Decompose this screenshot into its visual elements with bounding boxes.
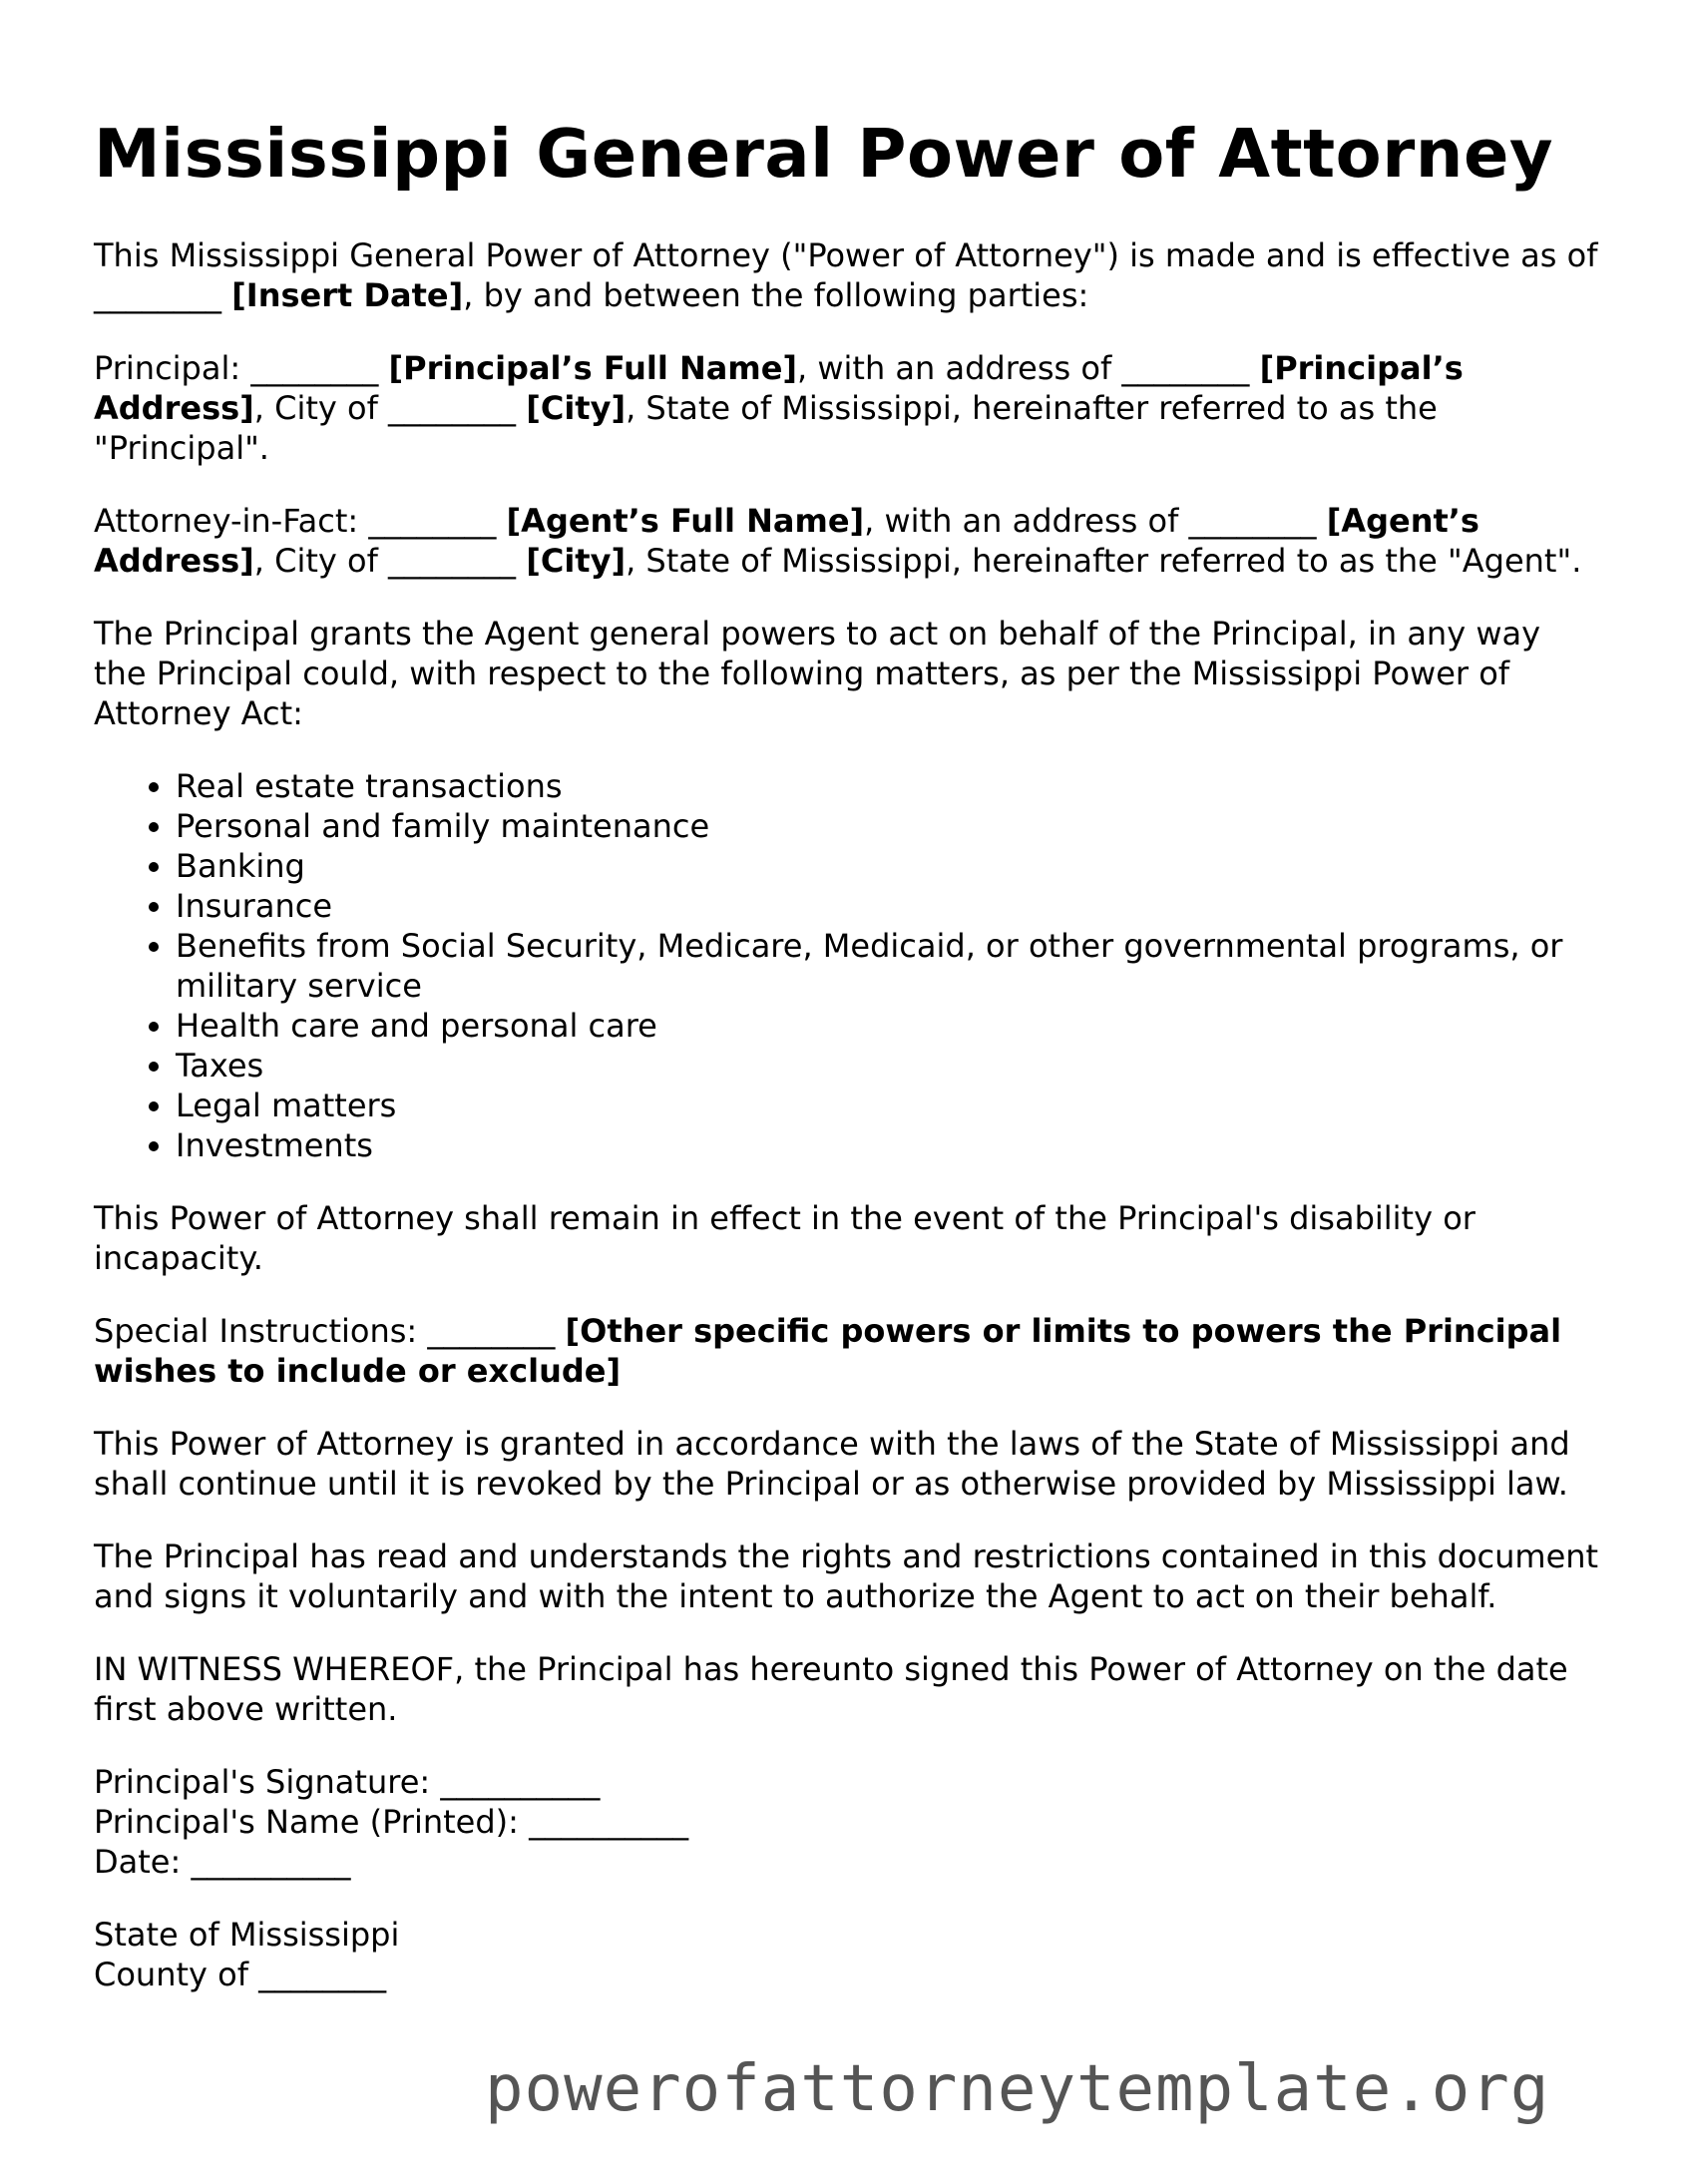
agent-paragraph xyxy=(94,501,1600,581)
notary-state-line: State of Mississippi xyxy=(94,1915,400,1954)
understanding-paragraph: The Principal has read and understands the rights and restrictions contained in this document and signs it voluntarily and with the intent to authorize the Agent to act on their behalf. xyxy=(94,1536,1599,1615)
agent-name-placeholder: [Agent’s Full Name] xyxy=(506,501,865,540)
agent-city-text: , City of ________ xyxy=(253,541,527,580)
intro-text-1: This Mississippi General Power of Attorney ("Power of Attorney") is made and is effective as of ________ xyxy=(94,235,1598,314)
agent-address-placeholder: [Agent’s Address] xyxy=(94,501,1479,580)
site-watermark: powerofattorneytemplate.org xyxy=(485,2052,1550,2126)
principal-signature-line: Principal's Signature: __________ xyxy=(94,1762,601,1801)
list-item: • Banking xyxy=(176,846,1600,886)
grant-paragraph: The Principal grants the Agent general powers to act on behalf of the Principal, in any way the Principal could, with respect to the following matters, as per the Mississippi Power of Attorney Act: xyxy=(94,614,1541,732)
agent-address-text: , with an address of ________ xyxy=(864,501,1327,540)
special-instructions-label: Special Instructions: ________ xyxy=(94,1311,566,1350)
list-item: • Insurance xyxy=(176,886,1600,926)
intro-text-2: , by and between the following parties: xyxy=(463,275,1089,314)
signature-date-line: Date: __________ xyxy=(94,1842,351,1881)
principal-address-placeholder: [Principal’s Address] xyxy=(94,348,1464,427)
law-paragraph: This Power of Attorney is granted in accordance with the laws of the State of Mississippi and shall continue until it is revoked by the Principal or as otherwise provided by Mississippi law. xyxy=(94,1424,1570,1503)
list-item: • Personal and family maintenance xyxy=(176,806,1600,846)
special-instructions-placeholder: [Other specific powers or limits to powers the Principal wishes to include or exclude] xyxy=(94,1311,1562,1390)
special-instructions-paragraph xyxy=(94,1311,1600,1391)
agent-city-placeholder: [City] xyxy=(526,541,627,580)
intro-paragraph xyxy=(94,235,1600,315)
durability-paragraph: This Power of Attorney shall remain in effect in the event of the Principal's disability or incapacity. xyxy=(94,1198,1476,1277)
signature-block xyxy=(94,1762,1600,1882)
principal-address-text: , with an address of ________ xyxy=(797,348,1260,387)
list-item: • Benefits from Social Security, Medicare, Medicaid, or other governmental programs, or military service xyxy=(176,926,1600,1006)
list-item: • Investments xyxy=(176,1125,1600,1165)
notary-county-line: County of ________ xyxy=(94,1955,387,1993)
notary-block xyxy=(94,1915,1600,1994)
list-item: • Legal matters xyxy=(176,1086,1600,1125)
document-page xyxy=(94,115,1600,1994)
list-item: • Taxes xyxy=(176,1046,1600,1086)
principal-printed-name-line: Principal's Name (Printed): __________ xyxy=(94,1802,689,1841)
principal-city-placeholder: [City] xyxy=(526,388,627,427)
list-item: • Real estate transactions xyxy=(176,766,1600,806)
list-item: • Health care and personal care xyxy=(176,1006,1600,1046)
agent-tail: , State of Mississippi, hereinafter referred to as the "Agent". xyxy=(626,541,1582,580)
principal-city-text: , City of ________ xyxy=(253,388,527,427)
agent-label: Attorney-in-Fact: ________ xyxy=(94,501,507,540)
principal-paragraph xyxy=(94,348,1600,468)
principal-name-placeholder: [Principal’s Full Name] xyxy=(388,348,798,387)
principal-label: Principal: ________ xyxy=(94,348,389,387)
document-title: Mississippi General Power of Attorney xyxy=(94,115,1554,193)
witness-paragraph: IN WITNESS WHEREOF, the Principal has hereunto signed this Power of Attorney on the date first above written. xyxy=(94,1649,1568,1728)
date-placeholder: [Insert Date] xyxy=(231,275,464,314)
principal-tail: , State of Mississippi, hereinafter referred to as the "Principal". xyxy=(94,388,1438,467)
powers-list xyxy=(94,766,1600,1165)
